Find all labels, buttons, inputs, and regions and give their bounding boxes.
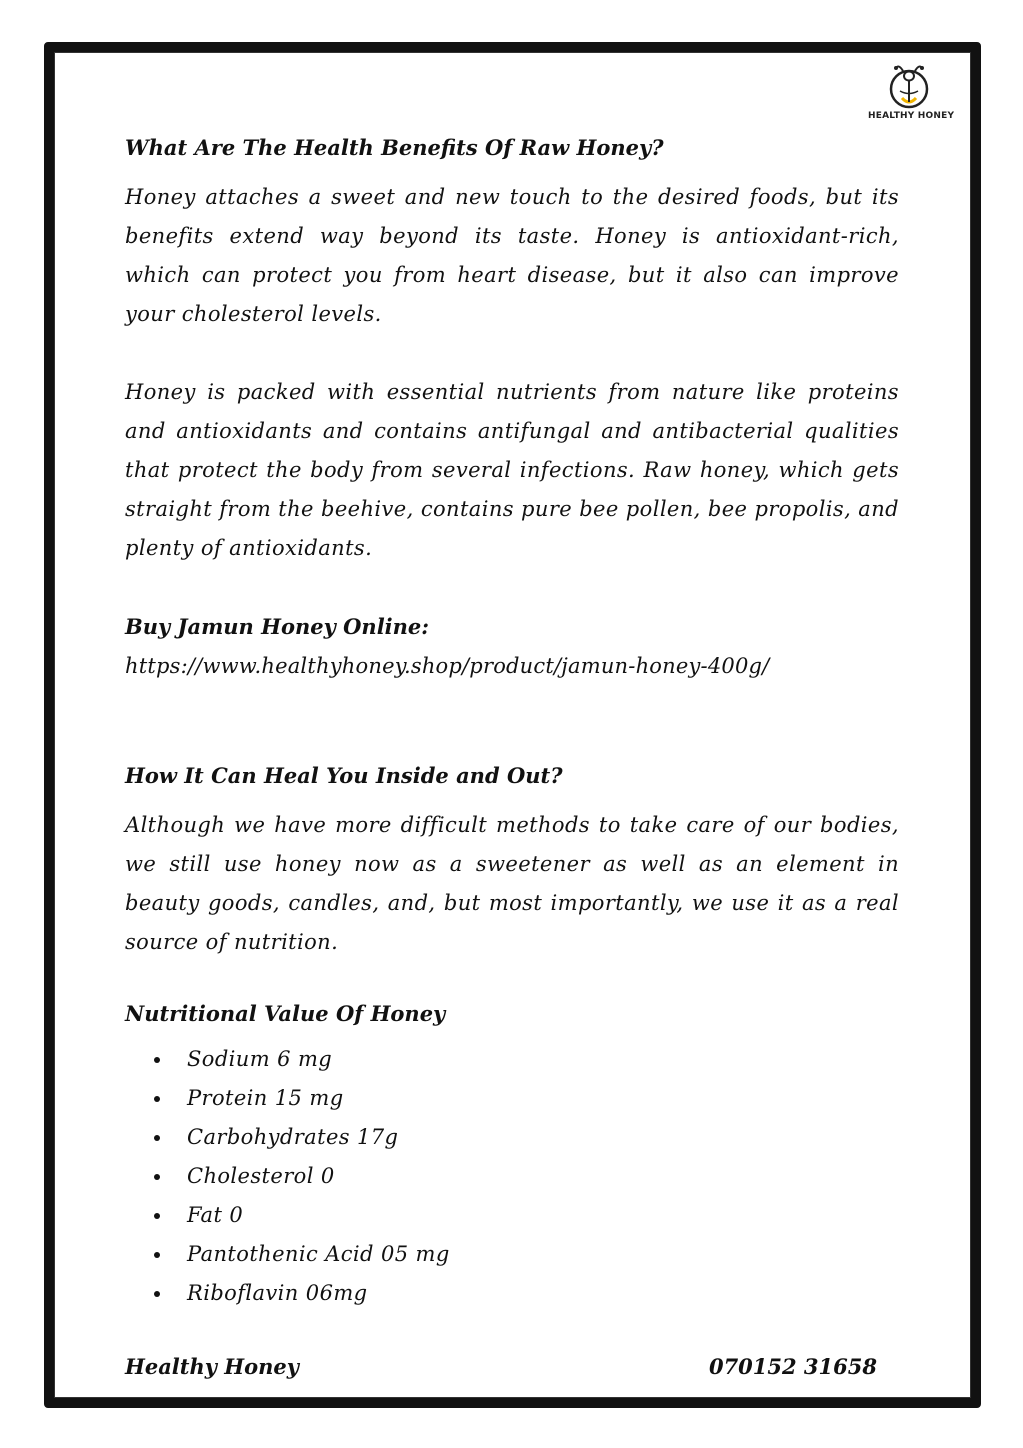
bullet-icon	[154, 1174, 160, 1180]
footer-phone: 070152 31658	[708, 1354, 877, 1379]
list-item: Carbohydrates 17g	[187, 1118, 899, 1157]
bee-icon	[886, 62, 932, 110]
footer-brand: Healthy Honey	[125, 1354, 299, 1379]
paragraph-benefits-1: Honey attaches a sweet and new touch to the desired foods, but its benefits extend way beyond its taste. Honey is antioxidant-rich, which can protect you from heart disease, but it also can improve your cholesterol levels.	[125, 185, 899, 326]
buy-heading: Buy Jamun Honey Online:	[125, 614, 430, 639]
document-body	[125, 128, 899, 1313]
list-item: Cholesterol 0	[187, 1157, 899, 1196]
logo-text: HEALTHY HONEY	[868, 111, 955, 121]
bullet-icon	[154, 1213, 160, 1219]
bullet-icon	[154, 1057, 160, 1063]
list-item: Pantothenic Acid 05 mg	[187, 1235, 899, 1274]
paragraph-benefits-2: Honey is packed with essential nutrients from nature like proteins and antioxidants and contains antifungal and antibacterial qualities that protect the body from several infections. Raw honey, which gets straight from the beehive, contains pure bee pollen, bee propolis, and plenty of antioxidants.	[125, 380, 899, 560]
section-heading-heal: How It Can Heal You Inside and Out?	[125, 763, 563, 788]
page-footer	[125, 1354, 877, 1379]
nutrition-list	[125, 1040, 899, 1313]
paragraph-heal: Although we have more difficult methods to take care of our bodies, we still use honey now as a sweetener as well as an element in beauty goods, candles, and, but most importantly, we use it as a real source of nutrition.	[125, 813, 899, 954]
spacer	[125, 962, 899, 994]
spacer	[125, 334, 899, 373]
list-item: Riboflavin 06mg	[187, 1274, 899, 1313]
bullet-icon	[154, 1135, 160, 1141]
bullet-icon	[154, 1096, 160, 1102]
section-heading-benefits: What Are The Health Benefits Of Raw Honey?	[125, 135, 664, 160]
list-item: Sodium 6 mg	[187, 1040, 899, 1079]
spacer	[125, 686, 899, 756]
list-item: Fat 0	[187, 1196, 899, 1235]
list-item: Protein 15 mg	[187, 1079, 899, 1118]
bullet-icon	[154, 1291, 160, 1297]
spacer	[125, 568, 899, 607]
product-link[interactable]: https://www.healthyhoney.shop/product/jamun-honey-400g/	[125, 654, 770, 678]
bullet-icon	[154, 1252, 160, 1258]
nutrition-heading: Nutritional Value Of Honey	[125, 1001, 446, 1026]
brand-logo	[868, 62, 955, 132]
